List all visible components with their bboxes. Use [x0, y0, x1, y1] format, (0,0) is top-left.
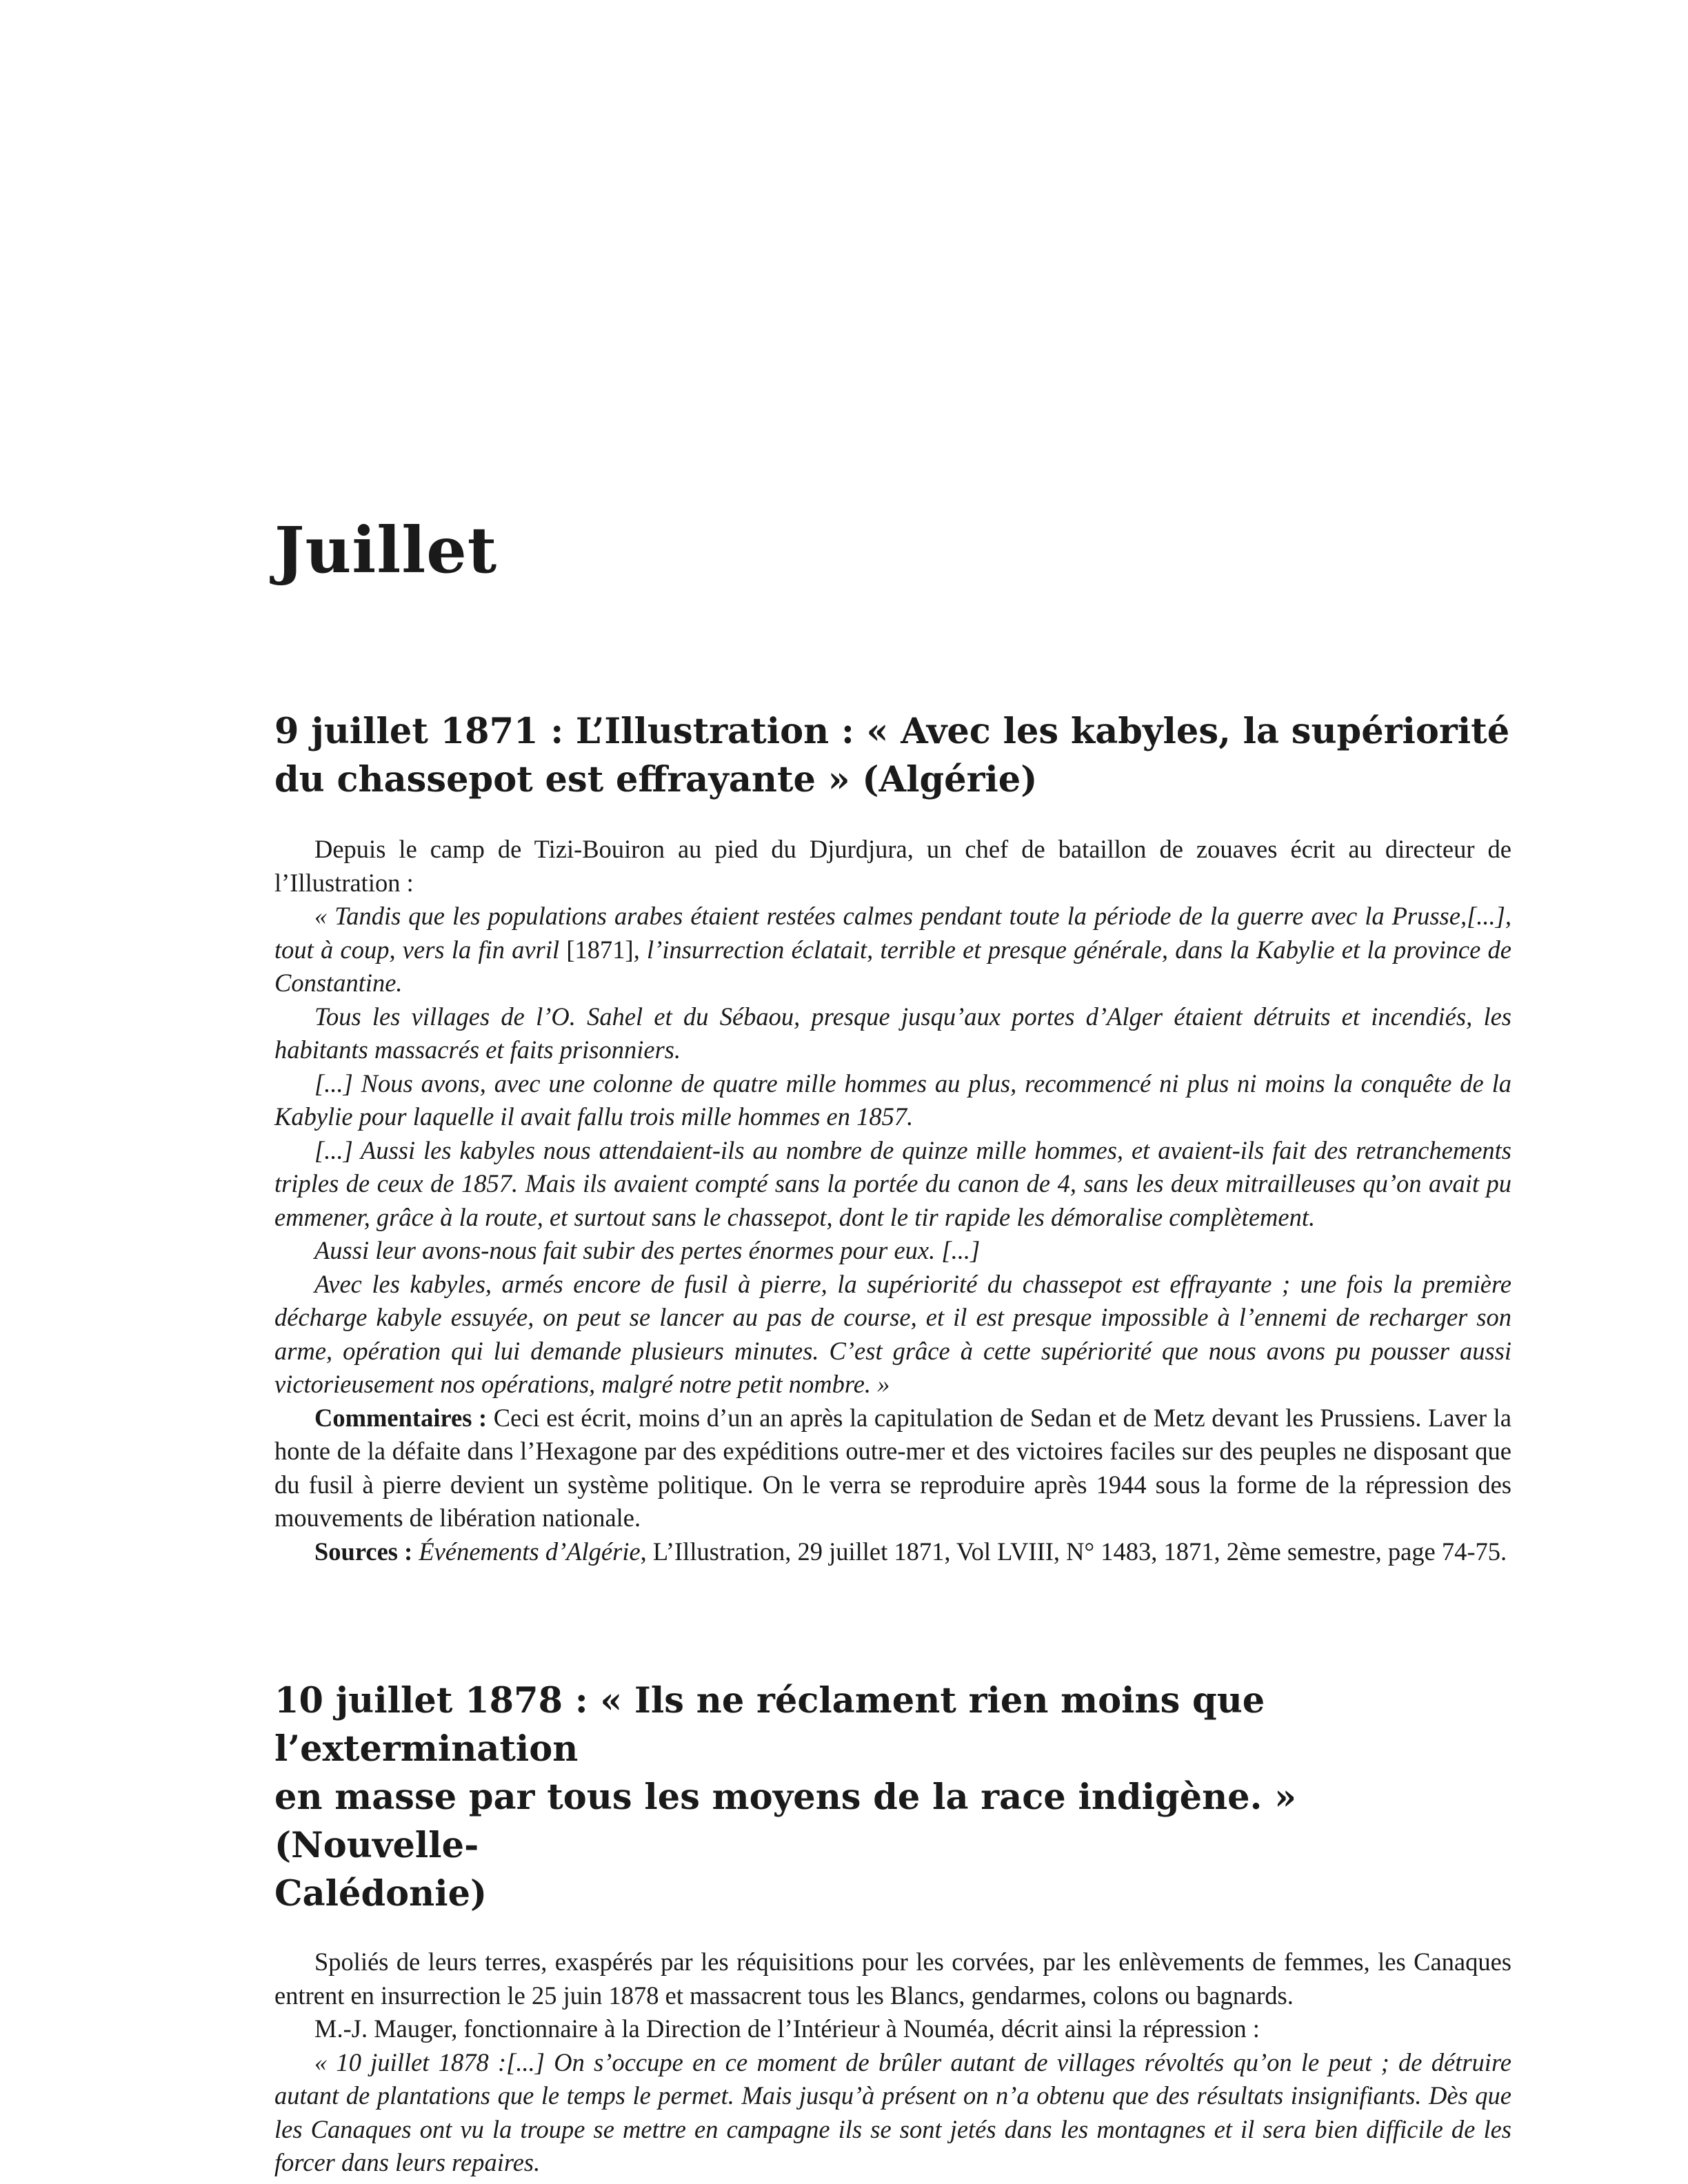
section-body [274, 1945, 1511, 2180]
section-body [274, 833, 1511, 1568]
heading-line: 10 juillet 1878 : « Ils ne réclament rien moins que l’extermination [274, 1680, 1265, 1770]
heading-line: Calédonie) [274, 1873, 488, 1914]
comment-paragraph: Commentaires : Ceci est écrit, moins d’un an après la capitulation de Sedan et de Metz devant les Prussiens. Laver la honte de la défaite dans l’Hexagone par des expéditions outre-mer et des victoires faciles sur des peuples ne disposant que du fusil à pierre devient un système politique. On le verra se reproduire après 1944 sous la forme de la répression des mouvements de libération nationale. [274, 1403, 1511, 1532]
source-title: Événements d’Algérie [419, 1537, 641, 1566]
paragraph: Spoliés de leurs terres, exaspérés par les réquisitions pour les corvées, par les enlèvements de femmes, les Canaques entrent en insurrection le 25 juin 1878 et massacrent tous les Blancs, gendarmes, colons ou bagnards. [274, 1948, 1511, 2010]
sources-paragraph: Sources : Événements d’Algérie, L’Illustration, 29 juillet 1871, Vol LVIII, N° 1483, 1871, 2ème semestre, page 74-75. [314, 1537, 1507, 1566]
comment-label: Commentaires : [314, 1403, 488, 1432]
quote-paragraph: Tous les villages de l’O. Sahel et du Sébaou, presque jusqu’aux portes d’Alger étaient détruits et incendiés, les habitants massacrés et faits prisonniers. [274, 1002, 1511, 1064]
quote-paragraph: [...] Nous avons, avec une colonne de quatre mille hommes au plus, recommencé ni plus ni moins la conquête de la Kabylie pour laquelle il avait fallu trois mille hommes en 1857. [274, 1069, 1511, 1131]
section-heading [274, 707, 1511, 804]
sources-label: Sources : [314, 1537, 413, 1566]
section-1878 [274, 1677, 1511, 2180]
paragraph: M.-J. Mauger, fonctionnaire à la Direction de l’Intérieur à Nouméa, décrit ainsi la répression : [314, 2014, 1260, 2043]
quote-paragraph: Aussi leur avons-nous fait subir des pertes énormes pour eux. [...] [314, 1236, 981, 1264]
quote-paragraph: « 10 juillet 1878 :[...] On s’occupe en ce moment de brûler autant de villages révoltés qu’on le peut ; de détruire autant de plantations que le temps le permet. Mais jusqu’à présent on n’a obtenu que des résultats insignifiants. Dès que les Canaques ont vu la troupe se mettre en campagne ils se sont jetés dans les montagnes et il sera bien difficile de les forcer dans leurs repaires. [274, 2048, 1511, 2176]
intro-paragraph: Depuis le camp de Tizi-Bouiron au pied du Djurdjura, un chef de bataillon de zouaves écrit au directeur de l’Illustration : [274, 835, 1511, 897]
chapter-title: Juillet [274, 513, 498, 587]
quote-paragraph: Avec les kabyles, armés encore de fusil à pierre, la supériorité du chassepot est effrayante ; une fois la première décharge kabyle essuyée, on peut se lancer au pas de course, et il est presque impossible à l’ennemi de recharger son arme, opération qui lui demande plusieurs minutes. C’est grâce à cette supériorité que nous avons pu pousser aussi victorieusement nos opérations, malgré notre petit nombre. » [274, 1269, 1511, 1398]
quote-paragraph: « Tandis que les populations arabes étaient restées calmes pendant toute la période de la guerre avec la Prusse,[...], tout à coup, vers la fin avril [1871], l’insurrection éclatait, terrible et presque générale, dans la Kabylie et la province de Constantine. [274, 902, 1511, 997]
heading-line: 9 juillet 1871 : L’Illustration : « Avec les kabyles, la supériorité [274, 711, 1510, 752]
quote-paragraph: [...] Aussi les kabyles nous attendaient-ils au nombre de quinze mille hommes, et avaient-ils fait des retranchements triples de ceux de 1857. Mais ils avaient compté sans la portée du canon de 4, sans les deux mitrailleuses qu’on avait pu emmener, grâce à la route, et surtout sans le chassepot, dont le tir rapide les démoralise complètement. [274, 1135, 1511, 1231]
heading-line: du chassepot est effrayante » (Algérie) [274, 759, 1038, 800]
section-heading [274, 1677, 1511, 1918]
section-1871 [274, 707, 1511, 1568]
heading-line: en masse par tous les moyens de la race indigène. » (Nouvelle- [274, 1777, 1296, 1866]
